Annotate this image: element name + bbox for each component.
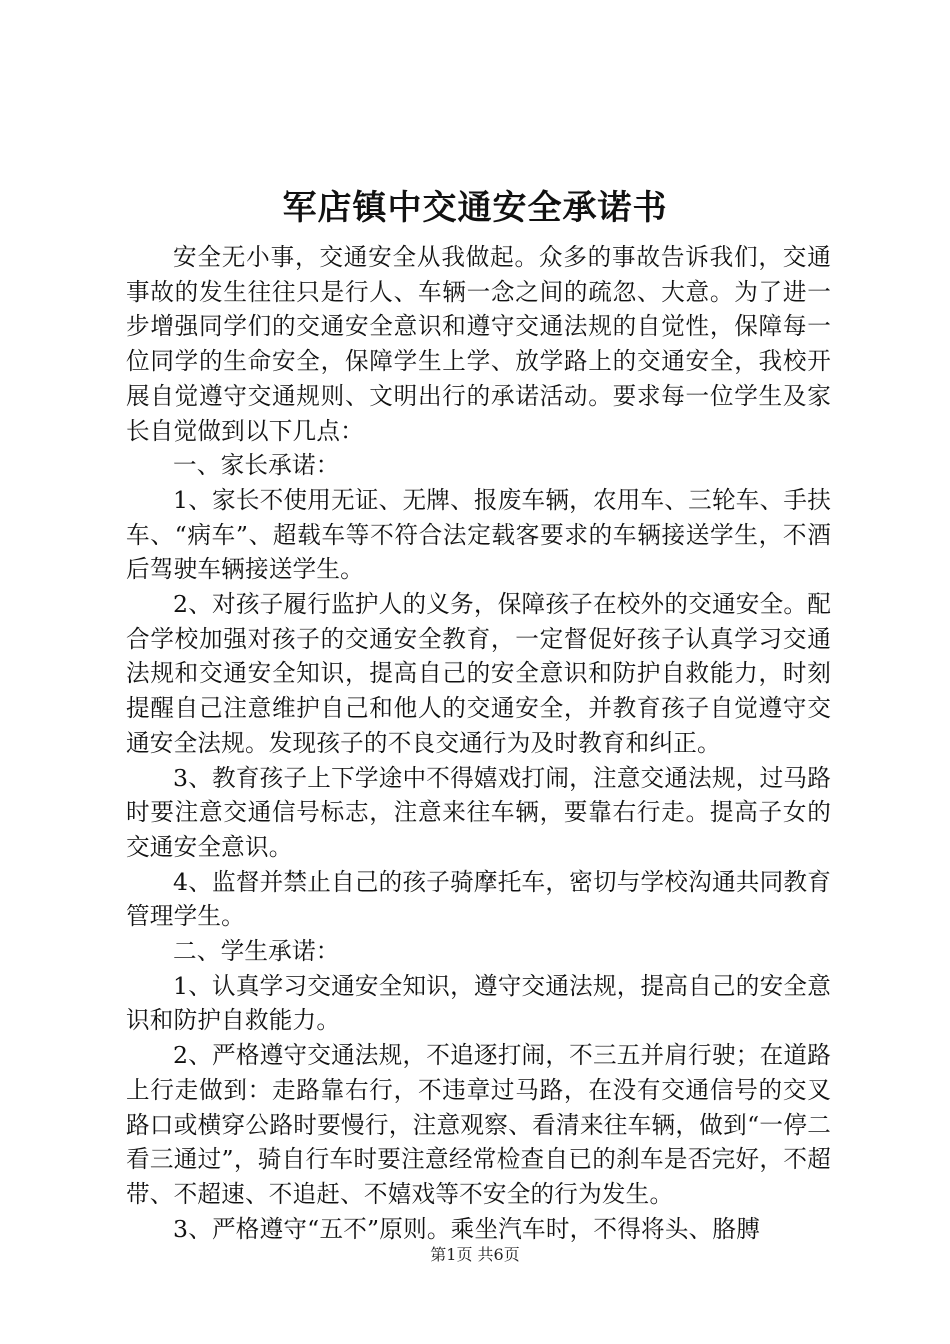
intro-paragraph: 安全无小事，交通安全从我做起。众多的事故告诉我们，交通事故的发生往往只是行人、车辆一念之间的疏忽、大意。为了进一步增强同学们的交通安全意识和遵守交通法规的自觉性，保障每一位同学的生命安全，保障学生上学、放学路上的交通安全，我校开展自觉遵守交通规则、文明出行的承诺活动。要求每一位学生及家长自觉做到以下几点： xyxy=(126,243,831,445)
document-body xyxy=(126,240,831,1246)
student-item-1: 1、认真学习交通安全知识，遵守交通法规，提高自己的安全意识和防护自救能力。 xyxy=(126,971,831,1035)
section-heading-students: 二、学生承诺： xyxy=(173,937,340,966)
parent-item-2: 2、对孩子履行监护人的义务，保障孩子在校外的交通安全。配合学校加强对孩子的交通安全教育，一定督促好孩子认真学习交通法规和交通安全知识，提高自己的安全意识和防护自救能力，时刻提醒自己注意维护自己和他人的交通安全，并教育孩子自觉遵守交通安全法规。发现孩子的不良交通行为及时教育和纠正。 xyxy=(126,590,831,757)
parent-item-4: 4、监督并禁止自己的孩子骑摩托车，密切与学校沟通共同教育管理学生。 xyxy=(126,867,831,931)
student-item-2: 2、严格遵守交通法规，不追逐打闹，不三五并肩行驶；在道路上行走做到：走路靠右行，不违章过马路，在没有交通信号的交叉路口或横穿公路时要慢行，注意观察、看清来往车辆，做到“一停二看三通过”，骑自行车时要注意经常检查自已的刹车是否完好，不超带、不超速、不追赶、不嬉戏等不安全的行为发生。 xyxy=(126,1041,831,1208)
student-item-3: 3、严格遵守“五不”原则。乘坐汽车时，不得将头、胳膊 xyxy=(173,1214,760,1243)
document-title: 军店镇中交通安全承诺书 xyxy=(282,188,668,228)
parent-item-1: 1、家长不使用无证、无牌、报废车辆，农用车、三轮车、手扶车、“病车”、超载车等不符合法定载客要求的车辆接送学生，不酒后驾驶车辆接送学生。 xyxy=(126,485,831,584)
section-heading-parents: 一、家长承诺： xyxy=(173,451,340,480)
page-number-footer: 第1页 共6页 xyxy=(430,1245,520,1264)
parent-item-3: 3、教育孩子上下学途中不得嬉戏打闹，注意交通法规，过马路时要注意交通信号标志，注意来往车辆，要靠右行走。提高子女的交通安全意识。 xyxy=(126,763,831,861)
